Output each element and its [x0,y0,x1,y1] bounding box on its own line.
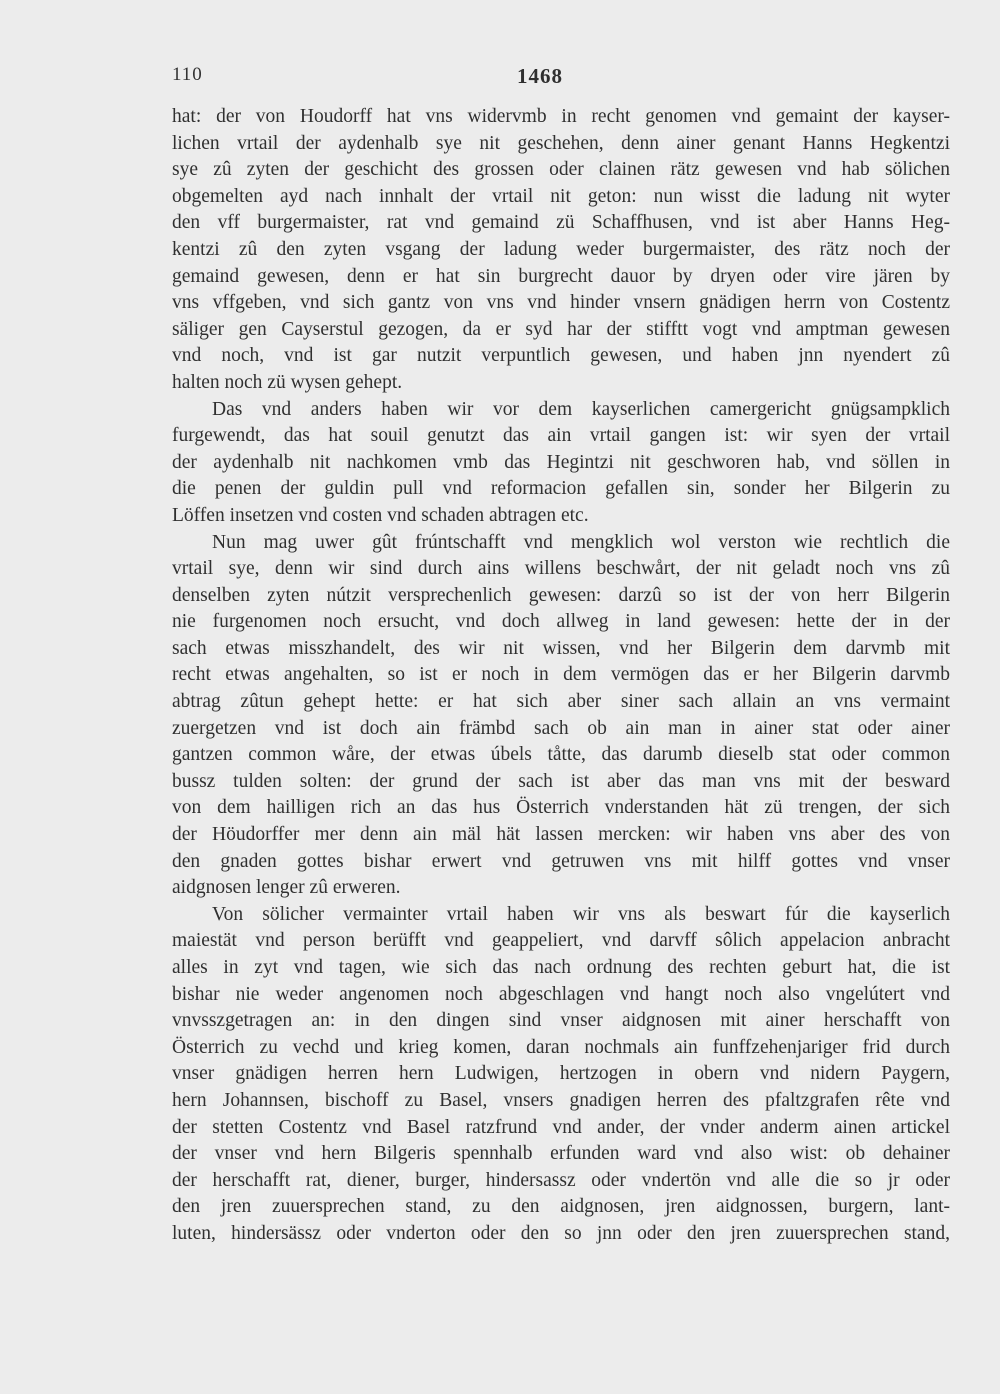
text-line: Das vnd anders haben wir vor dem kayserlichen camergericht gnügsampklich [212,398,950,420]
text-line: Löffen insetzen vnd costen vnd schaden abtragen etc. [172,504,589,526]
text-line: gemaind gewesen, denn er hat sin burgrecht dauor by dryen oder vire jären by [172,265,950,287]
text-line: Österrich zu vechd und krieg komen, daran nochmals ain funffzehenjariger frid durch [172,1036,950,1058]
text-line: die penen der guldin pull vnd reformacion gefallen sin, sonder her Bilgerin zu [172,478,950,500]
text-line: furgewendt, das hat souil genutzt das ain vrtail gangen ist: wir syen der vrtail [172,425,950,447]
text-line: den gnaden gottes bishar erwert vnd getruwen vns mit hilff gottes vnd vnser [172,850,950,872]
text-line: obgemelten ayd nach innhalt der vrtail nit geton: nun wisst die ladung nit wyter [172,185,950,207]
text-line: vrtail sye, denn wir sind durch ains willens beschwårt, der nit geladt noch vns zû [172,558,950,580]
text-line: säliger gen Cayserstul gezogen, da er syd har der stifftt vogt vnd amptman gewesen [172,318,950,340]
paragraph-3 [172,530,950,902]
paragraph-4 [172,902,950,1248]
text-line: vnd noch, vnd ist gar nutzit verpuntlich gewesen, und haben jnn nyendert zû [172,345,950,367]
text-line: aidgnosen lenger zû erweren. [172,877,401,899]
text-line: der herschafft rat, diener, burger, hindersassz oder vndertön vnd alle die so jr oder [172,1169,950,1191]
text-line: vnvsszgetragen an: in den dingen sind vnser aidgnosen mit ainer herschafft von [172,1010,950,1032]
text-line: maiestät vnd person berüfft vnd geappeliert, vnd darvff sôlich appelacion anbracht [172,930,950,952]
text-line: lichen vrtail der aydenhalb sye nit geschehen, denn ainer genant Hanns Hegkentzi [172,132,950,154]
text-line: gantzen common wåre, der etwas úbels tåtte, das darumb dieselb stat oder common [172,744,950,766]
text-line: der vnser vnd hern Bilgeris spennhalb erfunden ward vnd also wist: ob dehainer [172,1143,950,1165]
paragraph-1 [172,104,950,397]
text-line: kentzi zû den zyten vsgang der ladung weder burgermaister, des rätz noch der [172,238,950,260]
text-line: hern Johannsen, bischoff zu Basel, vnsers gnadigen herren des pfaltzgrafen rête vnd [172,1089,950,1111]
text-line: hat: der von Houdorff hat vns widervmb in recht genomen vnd gemaint der kayser- [172,106,950,127]
text-line: bussz tulden solten: der grund der sach ist aber das man vns mit der besward [172,770,950,792]
text-line: vnser gnädigen herren hern Ludwigen, hertzogen in obern vnd nidern Paygern, [172,1063,950,1085]
text-line: luten, hindersässz oder vnderton oder den so jnn oder den jren zuuersprechen stand, [172,1222,950,1244]
text-line: den vff burgermaister, rat vnd gemaind zü Schaffhusen, vnd ist aber Hanns Heg- [172,212,950,234]
text-line: alles in zyt vnd tagen, wie sich das nach ordnung des rechten geburt hat, die ist [172,957,950,978]
text-line: der Höudorffer mer denn ain mäl hät lassen mercken: wir haben vns aber des von [172,824,950,846]
text-line: von dem hailligen rich an das hus Österrich vnderstanden hät zü trengen, der sich [172,797,950,819]
text-line: sach etwas misszhandelt, des wir nit wissen, vnd her Bilgerin dem darvmb mit [172,637,950,659]
page-number: 110 [172,64,203,85]
year-heading: 1468 [517,64,563,88]
text-line: vns vffgeben, vnd sich gantz von vns vnd hinder vnsern gnädigen herrn von Costentz [172,292,950,314]
text-line: zuergetzen vnd ist doch ain främbd sach ob ain man in ainer stat oder ainer [172,717,950,739]
body-text [172,104,950,1248]
text-line: halten noch zü wysen gehept. [172,371,403,393]
text-line: bishar nie weder angenomen noch abgeschlagen vnd hangt noch also vngelútert vnd [172,983,950,1005]
text-line: recht etwas angehalten, so ist er noch in dem vermögen das er her Bilgerin darvmb [172,664,950,686]
paragraph-2 [172,397,950,530]
text-line: denselben zyten nútzit versprechenlich gewesen: darzû so ist der von herr Bilgerin [172,584,950,606]
text-line: abtrag zûtun gehept hette: er hat sich aber siner sach allain an vns vermaint [172,691,950,713]
text-line: der aydenhalb nit nachkomen vmb das Hegintzi nit geschworen hab, vnd söllen in [172,451,950,473]
text-line: Von sölicher vermainter vrtail haben wir vns als beswart fúr die kayserlich [212,903,950,925]
text-line: sye zû zyten der geschicht des grossen oder clainen rätz gewesen vnd hab sölichen [172,159,950,181]
text-line: den jren zuuersprechen stand, zu den aidgnosen, jren aidgnossen, burgern, lant- [172,1196,950,1218]
text-line: Nun mag uwer gût frúntschafft vnd mengklich wol verston wie rechtlich die [212,531,950,553]
text-line: nie furgenomen noch ersucht, vnd doch allweg in land gewesen: hette der in der [172,611,950,633]
text-line: der stetten Costentz vnd Basel ratzfrund vnd ander, der vnder anderm ainen artickel [172,1116,950,1138]
